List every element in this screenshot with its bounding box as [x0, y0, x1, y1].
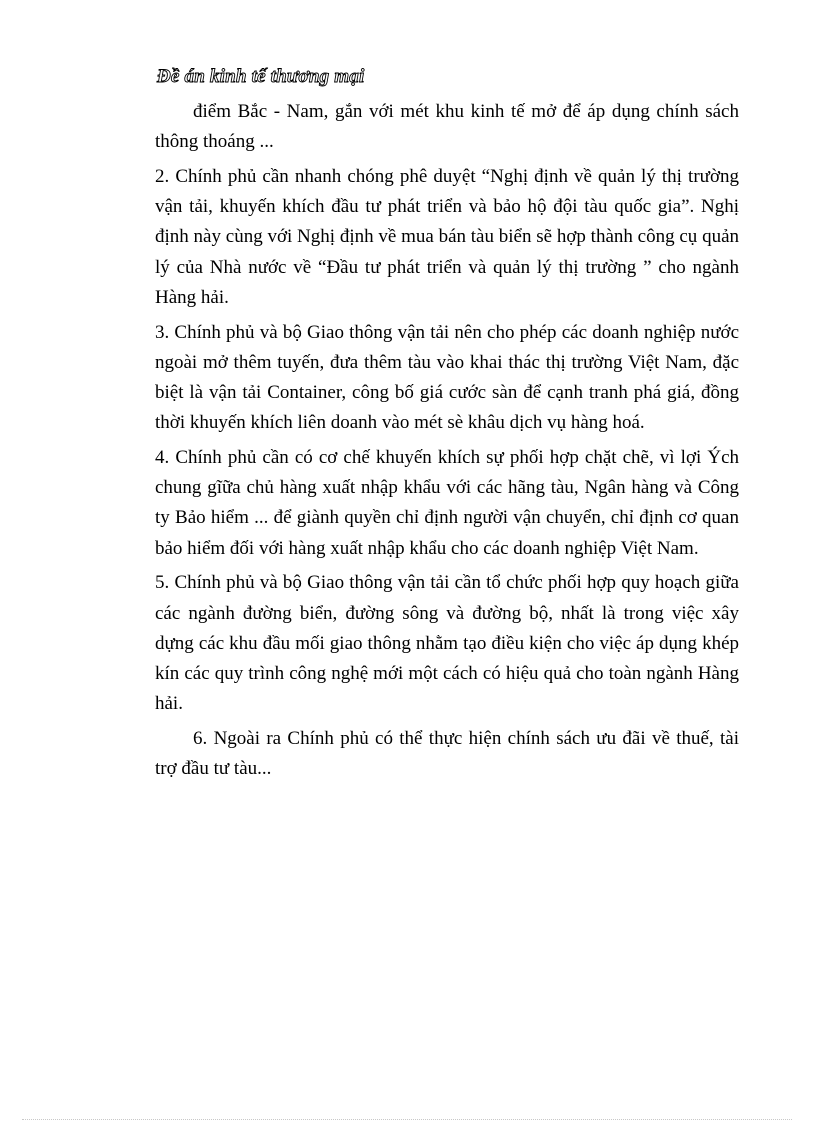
page-header-title: Đề án kinh tế thương mại — [157, 66, 365, 87]
paragraph-item-6: 6. Ngoài ra Chính phủ có thể thực hiện chính sách ưu đãi về thuế, tài trợ đầu tư tàu... — [155, 728, 739, 780]
document-body — [155, 97, 739, 789]
paragraph-item-3: 3. Chính phủ và bộ Giao thông vận tải nên cho phép các doanh nghiệp nước ngoài mở thêm tuyến, đưa thêm tàu vào khai thác thị trường Việt Nam, đặc biệt là vận tải Container, công bố giá cước sàn để cạnh tranh phá giá, đồng thời khuyến khích liên doanh vào mét sè khâu dịch vụ hàng hoá. — [155, 321, 739, 434]
paragraph-item-2: 2. Chính phủ cần nhanh chóng phê duyệt “Nghị định về quản lý thị trường vận tải, khuyến khích đầu tư phát triển và bảo hộ đội tàu quốc gia”. Nghị định này cùng với Nghị định về mua bán tàu biển sẽ hợp thành công cụ quản lý của Nhà nước về “Đầu tư phát triển và quản lý thị trường ” cho ngành Hàng hải. — [155, 166, 739, 308]
paragraph-item-4: 4. Chính phủ cần có cơ chế khuyến khích sự phối hợp chặt chẽ, vì lợi Ých chung gĩữa chủ hàng xuất nhập khẩu với các hãng tàu, Ngân hàng và Công ty Bảo hiểm ... để giành quyền chỉ định người vận chuyển, chỉ định cơ quan bảo hiểm đối với hàng xuất nhập khẩu cho các doanh nghiệp Việt Nam. — [155, 447, 739, 559]
paragraph-continuation: điểm Bắc - Nam, gắn với mét khu kinh tế mở để áp dụng chính sách thông thoáng ... — [155, 101, 739, 153]
page-bottom-divider — [22, 1119, 792, 1120]
paragraph-item-5: 5. Chính phủ và bộ Giao thông vận tải cần tổ chức phối hợp quy hoạch giữa các ngành đường biển, đường sông và đường bộ, nhất là trong việc xây dựng các khu đầu mối giao thông nhằm tạo điều kiện cho việc áp dụng khép kín các quy trình công nghệ mới một cách có hiệu quả cho toàn ngành Hàng hải. — [155, 572, 739, 715]
